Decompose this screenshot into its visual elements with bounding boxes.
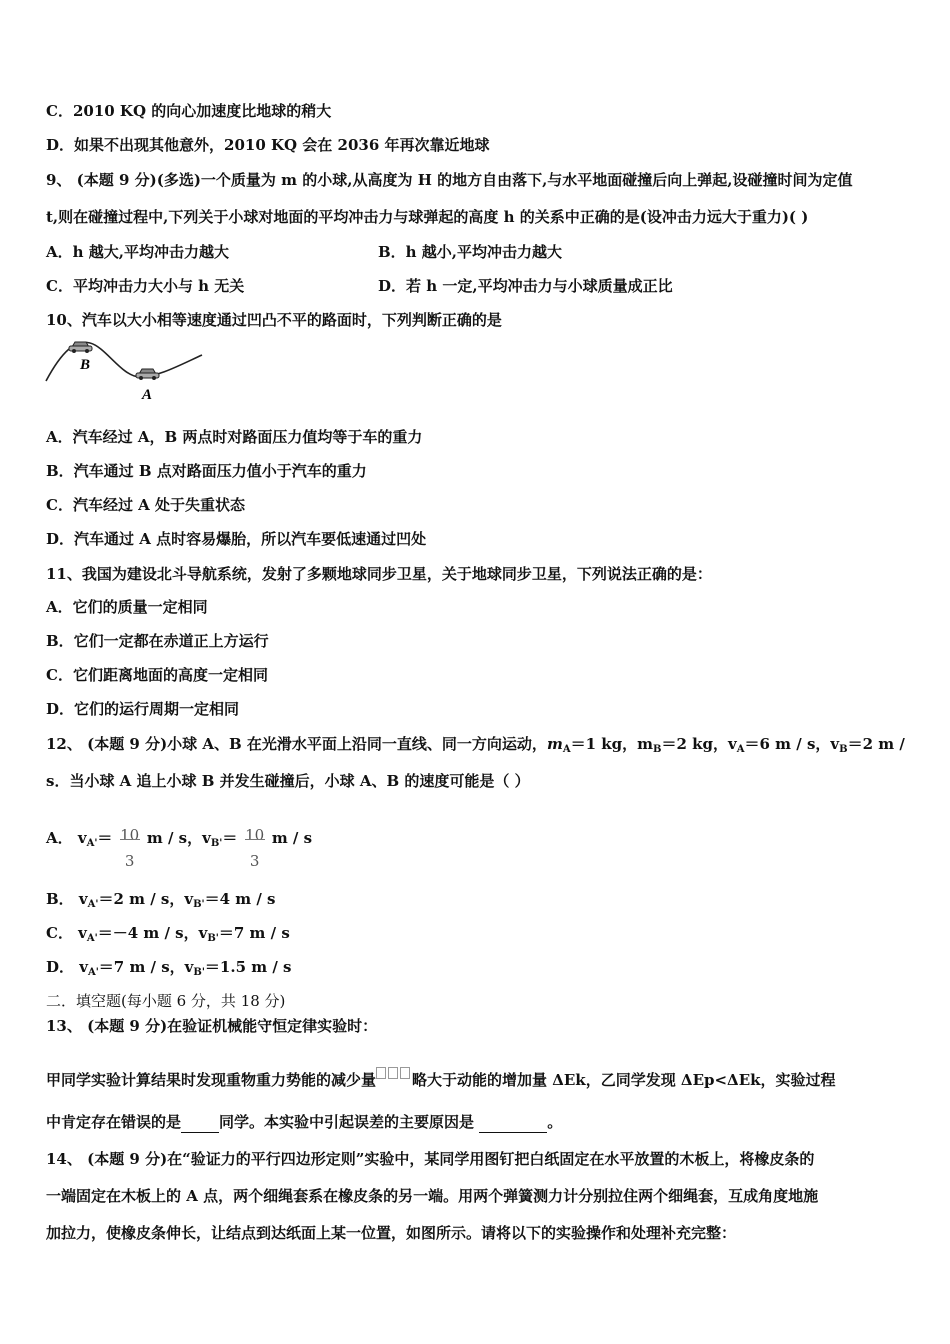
- q12-option-c: C． $v_{A'}=-4$ m / s，$v_{B'}=7$ m / s: [46, 924, 290, 944]
- q9-option-d: D．若 h 一定,平均冲击力与小球质量成正比: [378, 277, 673, 295]
- section-heading-fill-in: 二．填空题(每小题 6 分，共 18 分): [46, 992, 286, 1010]
- q12-option-d: D． $v_{A'}=7$ m / s，$v_{B'}=1.5$ m / s: [46, 958, 292, 978]
- q14-line3: 加拉力，使橡皮条伸长，让结点到达纸面上某一位置，如图所示。请将以下的实验操作和处理补充完整：: [46, 1224, 737, 1242]
- fraction-10-over-3: 10 3: [120, 826, 140, 870]
- q8-option-c: C．2010 KQ 的向心加速度比地球的稍大: [46, 102, 332, 120]
- missing-formula-placeholder: [376, 1064, 412, 1084]
- q9-option-b: B．h 越小,平均冲击力越大: [378, 243, 563, 261]
- fraction-10-over-3: 10 3: [245, 826, 265, 870]
- car-at-a-icon: [136, 369, 159, 380]
- q11-stem: 11、我国为建设北斗导航系统，发射了多颗地球同步卫星，关于地球同步卫星，下列说法正确的是：: [46, 565, 712, 583]
- q11-option-c: C．它们距离地面的高度一定相同: [46, 666, 268, 684]
- q12-option-b: B． $v_{A'}=2$ m / s，$v_{B'}=4$ m / s: [46, 890, 276, 910]
- q10-stem: 10、汽车以大小相等速度通过凹凸不平的路面时，下列判断正确的是: [46, 311, 502, 329]
- q11-option-a: A．它们的质量一定相同: [46, 598, 208, 616]
- car-at-b-icon: [69, 342, 92, 353]
- label-a: A: [142, 387, 153, 403]
- q12-option-a: A． $v_{A'}=$ 10 3 m / s，$v_{B'}=$ 10 3 m / s: [46, 818, 312, 858]
- q9-stem-line2: t,则在碰撞过程中,下列关于小球对地面的平均冲击力与球弹起的高度 h 的关系中正确的是(设冲击力远大于重力)( ): [46, 208, 809, 226]
- q13-line2: 中肯定存在错误的是 同学。本实验中引起误差的主要原因是 。: [46, 1113, 563, 1131]
- q11-option-b: B．它们一定都在赤道正上方运行: [46, 632, 269, 650]
- q8-option-d: D．如果不出现其他意外，2010 KQ 会在 2036 年再次靠近地球: [46, 136, 490, 154]
- q11-option-d: D．它们的运行周期一定相同: [46, 700, 240, 718]
- answer-blank-1[interactable]: [181, 1112, 219, 1133]
- q9-stem-line1: 9、 (本题 9 分)(多选)一个质量为 m 的小球,从高度为 H 的地方自由落下,与水平地面碰撞后向上弹起,设碰撞时间为定值: [46, 171, 853, 189]
- q13-stem: 13、 (本题 9 分)在验证机械能守恒定律实验时：: [46, 1017, 378, 1035]
- q9-option-a: A．h 越大,平均冲击力越大: [46, 243, 229, 261]
- answer-blank-2[interactable]: [479, 1112, 547, 1133]
- q10-option-d: D．汽车通过 A 点时容易爆胎，所以汽车要低速通过凹处: [46, 530, 427, 548]
- q14-line1: 14、 (本题 9 分)在“验证力的平行四边形定则”实验中，某同学用图钉把白纸固定在水平放置的木板上，将橡皮条的: [46, 1150, 815, 1168]
- q12-stem-line1: 12、 (本题 9 分)小球 A、B 在光滑水平面上沿同一直线、同一方向运动，$m_A=1$ kg，$m_B=2$ kg，$v_A=6$ m / s，$v_B=2$ m /: [46, 735, 905, 755]
- label-b: B: [80, 357, 91, 373]
- q14-line2: 一端固定在木板上的 A 点，两个细绳套系在橡皮条的另一端。用两个弹簧测力计分别拉住两个细绳套，互成角度地施: [46, 1187, 819, 1205]
- q10-option-a: A．汽车经过 A，B 两点时对路面压力值均等于车的重力: [46, 428, 423, 446]
- q13-line1: 甲同学实验计算结果时发现重物重力势能的减少量 略大于动能的增加量 ΔEk，乙同学发现 ΔEp<ΔEk，实验过程: [46, 1064, 836, 1090]
- q12-stem-line2: s．当小球 A 追上小球 B 并发生碰撞后，小球 A、B 的速度可能是（ ）: [46, 772, 530, 790]
- bumpy-road-figure: [44, 337, 206, 405]
- q9-option-c: C．平均冲击力大小与 h 无关: [46, 277, 245, 295]
- q10-option-c: C．汽车经过 A 处于失重状态: [46, 496, 246, 514]
- q10-option-b: B．汽车通过 B 点对路面压力值小于汽车的重力: [46, 462, 367, 480]
